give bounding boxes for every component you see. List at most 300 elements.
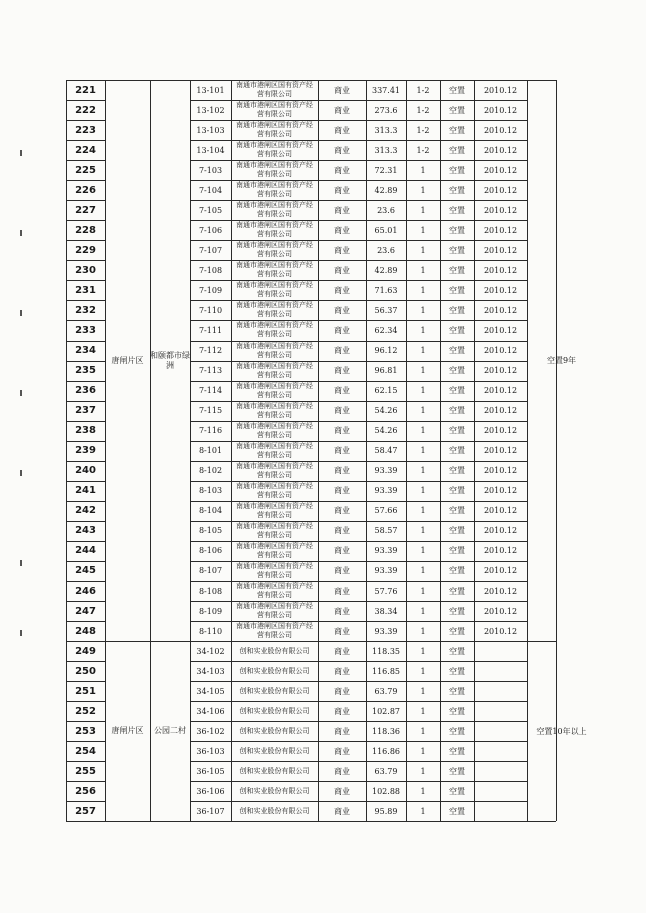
floor-area: 93.39: [374, 626, 398, 636]
floor-area: 23.6: [377, 245, 395, 255]
owner-name: 创和实业股份有限公司: [239, 726, 310, 735]
usage-type: 商业: [334, 386, 350, 396]
floor-area: 72.31: [374, 165, 398, 175]
vacant-since: [474, 641, 527, 661]
district-cell: 唐闸片区: [111, 726, 144, 736]
floor-area: 93.39: [374, 466, 398, 476]
floor-level: 1: [420, 726, 426, 736]
unit-number: 7-111: [198, 325, 223, 335]
owner-name: 南通市港闸区国有资产经营有限公司: [236, 81, 313, 99]
floor-level: 1: [420, 706, 426, 716]
binding-mark: [20, 630, 22, 636]
row-number: 256: [75, 785, 96, 797]
owner-name: 创和实业股份有限公司: [239, 766, 310, 775]
floor-area: 58.57: [374, 526, 398, 536]
owner-name: 南通市港闸区国有资产经营有限公司: [236, 582, 313, 600]
usage-type: 商业: [334, 245, 350, 255]
unit-number: 7-113: [198, 366, 223, 376]
floor-level: 1: [420, 686, 426, 696]
vacant-since: 2010.12: [483, 586, 518, 596]
usage-type: 商业: [334, 466, 350, 476]
floor-level: 1: [420, 506, 426, 516]
vacancy-status: 空置: [449, 506, 465, 516]
vacant-since: [474, 761, 527, 781]
vacancy-status: 空置: [449, 446, 465, 456]
usage-type: 商业: [334, 686, 350, 696]
vacant-since: 2010.12: [483, 626, 518, 636]
owner-name: 南通市港闸区国有资产经营有限公司: [236, 361, 313, 379]
floor-area: 116.86: [372, 746, 400, 756]
floor-level: 1: [420, 526, 426, 536]
owner-name: 创和实业股份有限公司: [239, 706, 310, 715]
owner-name: 南通市港闸区国有资产经营有限公司: [236, 541, 313, 559]
owner-name: 南通市港闸区国有资产经营有限公司: [236, 461, 313, 479]
unit-number: 8-106: [198, 546, 223, 556]
usage-type: 商业: [334, 346, 350, 356]
unit-number: 34-103: [196, 666, 225, 676]
floor-level: 1: [420, 566, 426, 576]
vacant-since: 2010.12: [483, 466, 518, 476]
vacant-since: 2010.12: [483, 506, 518, 516]
floor-level: 1: [420, 646, 426, 656]
usage-type: 商业: [334, 165, 350, 175]
unit-number: 34-106: [196, 706, 225, 716]
row-number: 236: [75, 385, 96, 397]
floor-area: 62.15: [374, 386, 398, 396]
vacancy-status: 空置: [449, 606, 465, 616]
owner-name: 创和实业股份有限公司: [239, 786, 310, 795]
district-cell: 唐闸片区: [111, 355, 144, 365]
usage-type: 商业: [334, 766, 350, 776]
owner-name: 创和实业股份有限公司: [239, 746, 310, 755]
usage-type: 商业: [334, 225, 350, 235]
table-rule: [105, 821, 556, 822]
floor-level: 1: [420, 766, 426, 776]
usage-type: 商业: [334, 406, 350, 416]
vacancy-status: 空置: [449, 566, 465, 576]
usage-type: 商业: [334, 506, 350, 516]
floor-level: 1: [420, 325, 426, 335]
usage-type: 商业: [334, 726, 350, 736]
floor-level: 1: [420, 426, 426, 436]
usage-type: 商业: [334, 486, 350, 496]
floor-area: 95.89: [374, 806, 398, 816]
unit-number: 13-101: [196, 85, 225, 95]
vacant-since: 2010.12: [483, 85, 518, 95]
vacant-since: [474, 681, 527, 701]
vacant-since: [474, 701, 527, 721]
binding-mark: [20, 560, 22, 566]
usage-type: 商业: [334, 305, 350, 315]
binding-mark: [20, 150, 22, 156]
vacancy-status: 空置: [449, 346, 465, 356]
row-number: 242: [75, 505, 96, 517]
row-number: 225: [75, 164, 96, 176]
floor-level: 1: [420, 786, 426, 796]
floor-level: 1: [420, 486, 426, 496]
vacancy-status: 空置: [449, 686, 465, 696]
floor-level: 1: [420, 546, 426, 556]
usage-type: 商业: [334, 285, 350, 295]
vacant-since: [474, 801, 527, 821]
vacant-since: [474, 741, 527, 761]
unit-number: 8-109: [198, 606, 223, 616]
vacancy-status: 空置: [449, 486, 465, 496]
floor-area: 63.79: [374, 766, 398, 776]
owner-name: 南通市港闸区国有资产经营有限公司: [236, 341, 313, 359]
table-rule: [66, 821, 105, 822]
row-number: 245: [75, 565, 96, 577]
owner-name: 创和实业股份有限公司: [239, 666, 310, 675]
row-number: 248: [75, 625, 96, 637]
vacancy-status: 空置: [449, 305, 465, 315]
row-number: 253: [75, 725, 96, 737]
floor-level: 1: [420, 406, 426, 416]
row-number: 230: [75, 264, 96, 276]
floor-level: 1-2: [416, 105, 430, 115]
vacant-since: 2010.12: [483, 366, 518, 376]
vacancy-status: 空置: [449, 586, 465, 596]
unit-number: 36-102: [196, 726, 225, 736]
floor-level: 1: [420, 606, 426, 616]
binding-mark: [20, 470, 22, 476]
binding-mark: [20, 390, 22, 396]
vacancy-status: 空置: [449, 466, 465, 476]
vacancy-status: 空置: [449, 285, 465, 295]
floor-level: 1-2: [416, 125, 430, 135]
row-number: 241: [75, 485, 96, 497]
vacant-since: 2010.12: [483, 606, 518, 616]
vacancy-status: 空置: [449, 245, 465, 255]
floor-area: 65.01: [374, 225, 398, 235]
unit-number: 34-105: [196, 686, 225, 696]
vacancy-status: 空置: [449, 646, 465, 656]
vacancy-status: 空置: [449, 366, 465, 376]
owner-name: 南通市港闸区国有资产经营有限公司: [236, 401, 313, 419]
vacant-since: 2010.12: [483, 165, 518, 175]
vacant-since: 2010.12: [483, 305, 518, 315]
unit-number: 13-103: [196, 125, 225, 135]
vacant-since: 2010.12: [483, 225, 518, 235]
vacant-since: 2010.12: [483, 426, 518, 436]
owner-name: 南通市港闸区国有资产经营有限公司: [236, 161, 313, 179]
project-cell: 和颐都市绿洲: [150, 350, 190, 370]
usage-type: 商业: [334, 666, 350, 676]
floor-area: 118.35: [372, 646, 400, 656]
vacancy-status: 空置: [449, 806, 465, 816]
owner-name: 南通市港闸区国有资产经营有限公司: [236, 602, 313, 620]
owner-name: 南通市港闸区国有资产经营有限公司: [236, 561, 313, 579]
owner-name: 南通市港闸区国有资产经营有限公司: [236, 261, 313, 279]
usage-type: 商业: [334, 606, 350, 616]
vacancy-status: 空置: [449, 406, 465, 416]
row-number: 222: [75, 104, 96, 116]
unit-number: 7-103: [198, 165, 223, 175]
usage-type: 商业: [334, 706, 350, 716]
owner-name: 南通市港闸区国有资产经营有限公司: [236, 501, 313, 519]
floor-level: 1: [420, 446, 426, 456]
row-number: 234: [75, 345, 96, 357]
row-number: 255: [75, 765, 96, 777]
unit-number: 34-102: [196, 646, 225, 656]
floor-area: 38.34: [374, 606, 398, 616]
vacant-since: 2010.12: [483, 486, 518, 496]
owner-name: 创和实业股份有限公司: [239, 806, 310, 815]
usage-type: 商业: [334, 145, 350, 155]
vacant-since: [474, 661, 527, 681]
unit-number: 7-109: [198, 285, 223, 295]
project-cell: 公园二村: [154, 726, 186, 736]
floor-level: 1: [420, 265, 426, 275]
unit-number: 7-115: [198, 406, 223, 416]
row-number: 247: [75, 605, 96, 617]
vacant-since: 2010.12: [483, 526, 518, 536]
floor-level: 1: [420, 165, 426, 175]
vacant-since: 2010.12: [483, 566, 518, 576]
unit-number: 8-105: [198, 526, 223, 536]
floor-area: 118.36: [372, 726, 400, 736]
vacancy-status: 空置: [449, 125, 465, 135]
unit-number: 7-110: [198, 305, 223, 315]
usage-type: 商业: [334, 446, 350, 456]
usage-type: 商业: [334, 746, 350, 756]
owner-name: 南通市港闸区国有资产经营有限公司: [236, 181, 313, 199]
row-number: 246: [75, 585, 96, 597]
floor-level: 1-2: [416, 145, 430, 155]
floor-area: 23.6: [377, 205, 395, 215]
floor-level: 1: [420, 185, 426, 195]
floor-level: 1: [420, 245, 426, 255]
vacant-since: [474, 781, 527, 801]
row-number: 235: [75, 365, 96, 377]
floor-area: 56.37: [374, 305, 398, 315]
row-number: 250: [75, 665, 96, 677]
row-number: 251: [75, 685, 96, 697]
floor-area: 63.79: [374, 686, 398, 696]
vacancy-status: 空置: [449, 325, 465, 335]
floor-area: 96.12: [374, 346, 398, 356]
binding-mark: [20, 310, 22, 316]
row-number: 224: [75, 144, 96, 156]
row-number: 226: [75, 184, 96, 196]
vacant-since: 2010.12: [483, 346, 518, 356]
usage-type: 商业: [334, 85, 350, 95]
vacant-since: 2010.12: [483, 185, 518, 195]
vacant-since: 2010.12: [483, 125, 518, 135]
usage-type: 商业: [334, 586, 350, 596]
owner-name: 南通市港闸区国有资产经营有限公司: [236, 421, 313, 439]
owner-name: 南通市港闸区国有资产经营有限公司: [236, 201, 313, 219]
floor-area: 93.39: [374, 546, 398, 556]
usage-type: 商业: [334, 366, 350, 376]
floor-area: 54.26: [374, 406, 398, 416]
unit-number: 7-116: [198, 426, 223, 436]
row-number: 237: [75, 405, 96, 417]
vacancy-status: 空置: [449, 165, 465, 175]
floor-area: 42.89: [374, 185, 398, 195]
usage-type: 商业: [334, 806, 350, 816]
vacancy-status: 空置: [449, 526, 465, 536]
owner-name: 南通市港闸区国有资产经营有限公司: [236, 622, 313, 640]
floor-area: 102.87: [372, 706, 400, 716]
vacancy-status: 空置: [449, 786, 465, 796]
vacant-since: 2010.12: [483, 446, 518, 456]
usage-type: 商业: [334, 526, 350, 536]
floor-area: 62.34: [374, 325, 398, 335]
usage-type: 商业: [334, 646, 350, 656]
floor-level: 1: [420, 626, 426, 636]
floor-level: 1: [420, 205, 426, 215]
vacancy-status: 空置: [449, 546, 465, 556]
vacant-since: 2010.12: [483, 245, 518, 255]
vacant-since: 2010.12: [483, 546, 518, 556]
remark-cell: 空置10年以上: [536, 726, 587, 736]
usage-type: 商业: [334, 566, 350, 576]
unit-number: 8-101: [198, 446, 223, 456]
unit-number: 7-108: [198, 265, 223, 275]
vacancy-status: 空置: [449, 746, 465, 756]
unit-number: 7-105: [198, 205, 223, 215]
vacant-since: [474, 721, 527, 741]
owner-name: 南通市港闸区国有资产经营有限公司: [236, 221, 313, 239]
row-number: 240: [75, 465, 96, 477]
vacant-since: 2010.12: [483, 265, 518, 275]
unit-number: 8-108: [198, 586, 223, 596]
owner-name: 南通市港闸区国有资产经营有限公司: [236, 381, 313, 399]
vacancy-status: 空置: [449, 766, 465, 776]
vacancy-status: 空置: [449, 105, 465, 115]
vacancy-status: 空置: [449, 185, 465, 195]
usage-type: 商业: [334, 546, 350, 556]
unit-number: 13-102: [196, 105, 225, 115]
floor-level: 1: [420, 305, 426, 315]
usage-type: 商业: [334, 105, 350, 115]
floor-level: 1: [420, 746, 426, 756]
vacancy-status: 空置: [449, 706, 465, 716]
row-number: 221: [75, 84, 96, 96]
unit-number: 13-104: [196, 145, 225, 155]
unit-number: 7-104: [198, 185, 223, 195]
unit-number: 8-102: [198, 466, 223, 476]
vacancy-status: 空置: [449, 626, 465, 636]
floor-area: 58.47: [374, 446, 398, 456]
unit-number: 7-106: [198, 225, 223, 235]
vacancy-status: 空置: [449, 426, 465, 436]
usage-type: 商业: [334, 185, 350, 195]
row-number: 244: [75, 545, 96, 557]
vacancy-status: 空置: [449, 265, 465, 275]
vacant-since: 2010.12: [483, 205, 518, 215]
floor-level: 1: [420, 386, 426, 396]
usage-type: 商业: [334, 205, 350, 215]
owner-name: 南通市港闸区国有资产经营有限公司: [236, 441, 313, 459]
owner-name: 南通市港闸区国有资产经营有限公司: [236, 241, 313, 259]
owner-name: 南通市港闸区国有资产经营有限公司: [236, 521, 313, 539]
usage-type: 商业: [334, 265, 350, 275]
usage-type: 商业: [334, 626, 350, 636]
floor-area: 96.81: [374, 366, 398, 376]
unit-number: 7-107: [198, 245, 223, 255]
floor-area: 102.88: [372, 786, 400, 796]
unit-number: 36-103: [196, 746, 225, 756]
owner-name: 创和实业股份有限公司: [239, 686, 310, 695]
unit-number: 7-112: [198, 346, 223, 356]
floor-level: 1: [420, 225, 426, 235]
owner-name: 创和实业股份有限公司: [239, 646, 310, 655]
floor-area: 313.3: [374, 145, 398, 155]
vacancy-status: 空置: [449, 85, 465, 95]
vacancy-status: 空置: [449, 145, 465, 155]
row-number: 228: [75, 224, 96, 236]
remark-cell: 空置9年: [546, 356, 577, 366]
row-number: 238: [75, 425, 96, 437]
row-number: 249: [75, 645, 96, 657]
unit-number: 36-107: [196, 806, 225, 816]
unit-number: 8-104: [198, 506, 223, 516]
row-number: 239: [75, 445, 96, 457]
owner-name: 南通市港闸区国有资产经营有限公司: [236, 481, 313, 499]
row-number: 229: [75, 244, 96, 256]
row-number: 223: [75, 124, 96, 136]
owner-name: 南通市港闸区国有资产经营有限公司: [236, 121, 313, 139]
floor-area: 93.39: [374, 566, 398, 576]
vacancy-status: 空置: [449, 225, 465, 235]
floor-area: 54.26: [374, 426, 398, 436]
row-number: 233: [75, 324, 96, 336]
floor-level: 1: [420, 806, 426, 816]
unit-number: 7-114: [198, 386, 223, 396]
binding-mark: [20, 230, 22, 236]
usage-type: 商业: [334, 426, 350, 436]
floor-area: 337.41: [372, 85, 400, 95]
row-number: 254: [75, 745, 96, 757]
vacancy-status: 空置: [449, 386, 465, 396]
row-number: 252: [75, 705, 96, 717]
vacant-since: 2010.12: [483, 406, 518, 416]
vacant-since: 2010.12: [483, 105, 518, 115]
owner-name: 南通市港闸区国有资产经营有限公司: [236, 101, 313, 119]
floor-area: 57.76: [374, 586, 398, 596]
floor-area: 42.89: [374, 265, 398, 275]
floor-level: 1: [420, 586, 426, 596]
owner-name: 南通市港闸区国有资产经营有限公司: [236, 321, 313, 339]
vacancy-status: 空置: [449, 205, 465, 215]
unit-number: 8-107: [198, 566, 223, 576]
vacant-since: 2010.12: [483, 145, 518, 155]
floor-level: 1-2: [416, 85, 430, 95]
floor-level: 1: [420, 366, 426, 376]
floor-level: 1: [420, 285, 426, 295]
floor-level: 1: [420, 466, 426, 476]
vacant-since: 2010.12: [483, 285, 518, 295]
usage-type: 商业: [334, 125, 350, 135]
vacancy-status: 空置: [449, 726, 465, 736]
floor-area: 273.6: [374, 105, 398, 115]
vacant-since: 2010.12: [483, 386, 518, 396]
owner-name: 南通市港闸区国有资产经营有限公司: [236, 301, 313, 319]
row-number: 227: [75, 204, 96, 216]
floor-area: 93.39: [374, 486, 398, 496]
row-number: 243: [75, 525, 96, 537]
vacant-since: 2010.12: [483, 325, 518, 335]
row-number: 231: [75, 284, 96, 296]
vacancy-status: 空置: [449, 666, 465, 676]
usage-type: 商业: [334, 786, 350, 796]
floor-level: 1: [420, 346, 426, 356]
floor-area: 71.63: [374, 285, 398, 295]
unit-number: 8-103: [198, 486, 223, 496]
owner-name: 南通市港闸区国有资产经营有限公司: [236, 141, 313, 159]
